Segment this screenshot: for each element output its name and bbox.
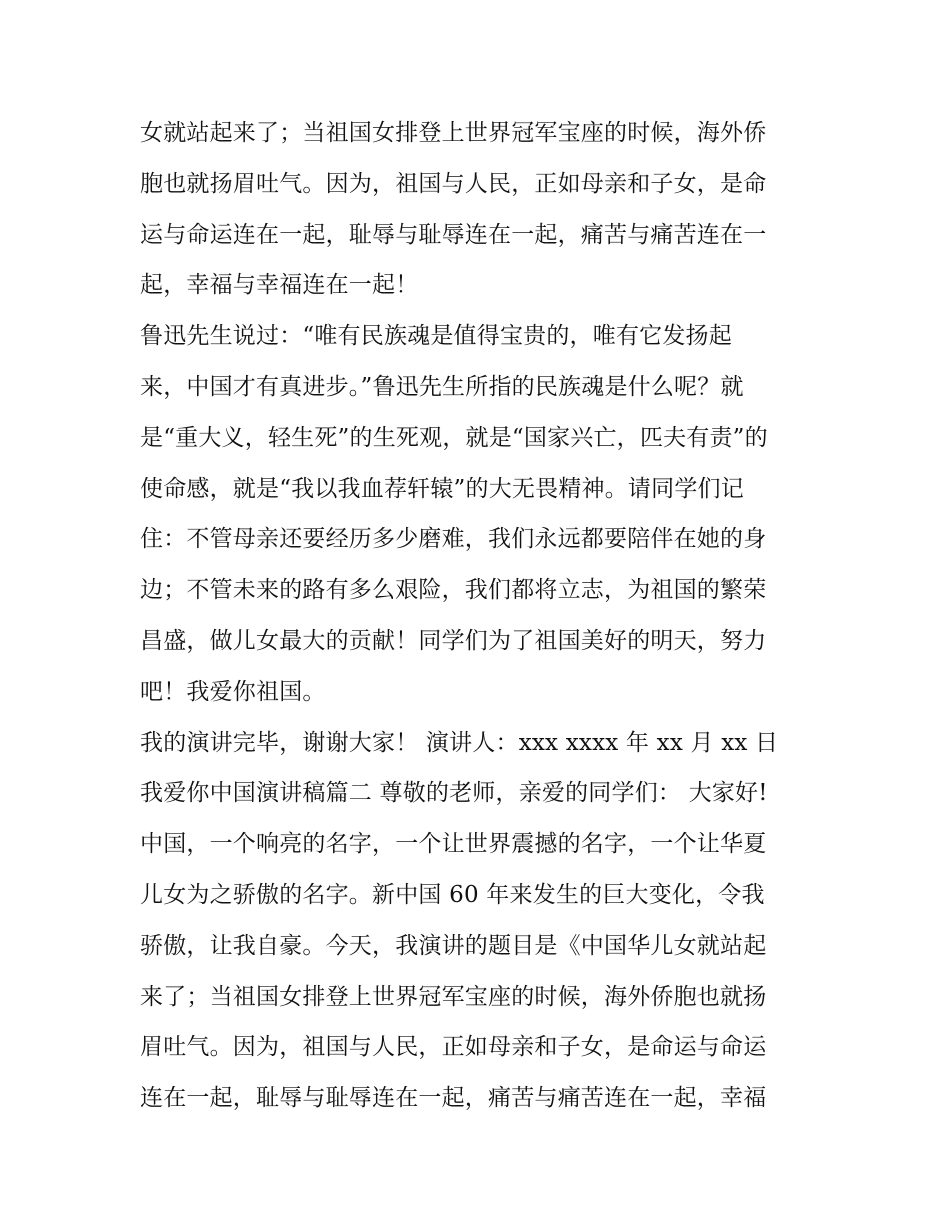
text-line: 运与命运连在一起，耻辱与耻辱连在一起，痛苦与痛苦连在一 [140,221,767,248]
text-line: 骄傲，让我自豪。今天，我演讲的题目是《中国华儿女就站起 [140,932,767,959]
text-line: 是“重大义，轻生死”的生死观，就是“国家兴亡，匹夫有责”的 [140,424,768,451]
text-line: 眉吐气。因为，祖国与人民，正如母亲和子女，是命运与命运 [140,1034,767,1061]
text-line: 我的演讲完毕，谢谢大家！ 演讲人：xxx xxxx 年 xx 月 xx 日 [140,729,779,756]
text-line: 住：不管母亲还要经历多少磨难，我们永远都要陪伴在她的身 [140,526,767,553]
text-line: 起，幸福与幸福连在一起！ [140,272,419,299]
text-line: 鲁迅先生说过：“唯有民族魂是值得宝贵的，唯有它发扬起 [140,323,732,350]
text-line: 来，中国才有真进步。”鲁迅先生所指的民族魂是什么呢？就 [140,373,744,400]
text-line: 边；不管未来的路有多么艰险，我们都将立志，为祖国的繁荣 [140,577,767,604]
text-line: 吧！我爱你祖国。 [140,678,326,705]
text-line: 儿女为之骄傲的名字。新中国 60 年来发生的巨大变化，令我 [140,881,765,908]
text-line: 来了；当祖国女排登上世界冠军宝座的时候，海外侨胞也就扬 [140,983,767,1010]
text-line: 我爱你中国演讲稿篇二 尊敬的老师，亲爱的同学们： 大家好! [140,780,768,807]
speech-text [140,108,820,1124]
text-line: 昌盛，做儿女最大的贡献！同学们为了祖国美好的明天，努力 [140,627,767,654]
text-line: 中国，一个响亮的名字，一个让世界震撼的名字，一个让华夏 [140,831,767,858]
text-line: 女就站起来了；当祖国女排登上世界冠军宝座的时候，海外侨 [140,120,767,146]
text-line: 连在一起，耻辱与耻辱连在一起，痛苦与痛苦连在一起，幸福 [140,1085,767,1112]
text-line: 使命感，就是“我以我血荐轩辕”的大无畏精神。请同学们记 [140,475,744,502]
text-line: 胞也就扬眉吐气。因为，祖国与人民，正如母亲和子女，是命 [140,170,767,197]
